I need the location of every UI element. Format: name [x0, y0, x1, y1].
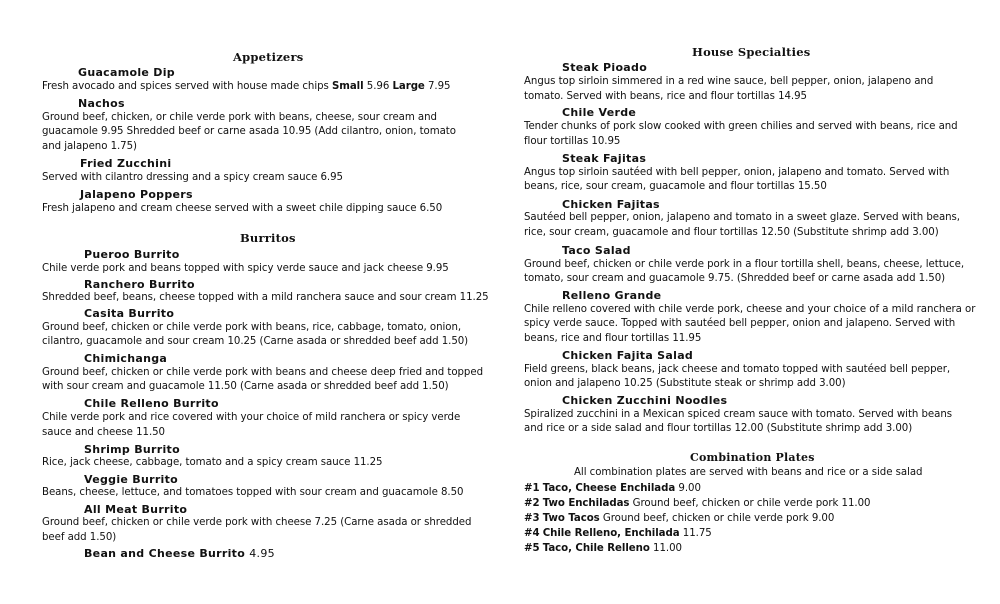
item-desc: Ground beef, chicken or chile verde pork with cheese 7.25 (Carne asada or shredded — [42, 517, 472, 528]
item-title: All Meat Burrito — [84, 503, 188, 516]
item-title: Veggie Burrito — [84, 473, 179, 486]
item-title: Steak Fajitas — [562, 152, 647, 165]
item-title: Chile Verde — [562, 106, 637, 119]
specialties-heading: House Specialties — [692, 45, 811, 59]
item-desc: Angus top sirloin sautéed with bell pepper, onion, jalapeno and tomato. Served with — [524, 167, 950, 178]
item-desc: Rice, jack cheese, cabbage, tomato and a spicy cream sauce 11.25 — [42, 457, 383, 468]
item-title: Casita Burrito — [84, 307, 175, 320]
combo-subheading: All combination plates are served with beans and rice or a side salad — [574, 467, 923, 478]
item-title: Chicken Fajitas — [562, 198, 660, 211]
appetizers-heading: Appetizers — [233, 50, 304, 64]
item-desc: Chile verde pork and beans topped with spicy verde sauce and jack cheese 9.95 — [42, 263, 449, 274]
item-title: Pueroo Burrito — [84, 248, 180, 261]
item-title: Ranchero Burrito — [84, 278, 195, 291]
item-desc: Spiralized zucchini in a Mexican spiced cream sauce with tomato. Served with beans — [524, 409, 952, 420]
item-desc: and jalapeno 1.75) — [42, 141, 137, 152]
item-desc: Field greens, black beans, jack cheese and tomato topped with sautéed bell pepper, — [524, 364, 951, 375]
combo-item: #1 Taco, Cheese Enchilada 9.00 — [524, 483, 701, 494]
item-desc: Tender chunks of pork slow cooked with green chilies and served with beans, rice and — [524, 121, 958, 132]
item-desc: Ground beef, chicken or chile verde pork in a flour tortilla shell, beans, cheese, lettuce, — [524, 259, 965, 270]
item-desc: beans, rice, sour cream, guacamole and flour tortillas 15.50 — [524, 181, 827, 192]
item-desc: sauce and cheese 11.50 — [42, 427, 165, 438]
item-desc: Chile relleno covered with chile verde pork, cheese and your choice of a mild ranchera or — [524, 304, 976, 315]
item-desc: Fresh jalapeno and cream cheese served with a sweet chile dipping sauce 6.50 — [42, 203, 443, 214]
item-title: Chicken Zucchini Noodles — [562, 394, 728, 407]
item-title: Taco Salad — [562, 244, 631, 257]
combo-item: #3 Two Tacos Ground beef, chicken or chile verde pork 9.00 — [524, 513, 835, 524]
item-desc: Ground beef, chicken or chile verde pork with beans and cheese deep fried and topped — [42, 367, 483, 378]
item-desc: Chile verde pork and rice covered with your choice of mild ranchera or spicy verde — [42, 412, 461, 423]
burritos-heading: Burritos — [240, 231, 296, 245]
item-title: Shrimp Burrito — [84, 443, 180, 456]
item-desc: Angus top sirloin simmered in a red wine sauce, bell pepper, onion, jalapeno and — [524, 76, 934, 87]
item-title: Steak Pioado — [562, 61, 648, 74]
item-desc: Beans, cheese, lettuce, and tomatoes topped with sour cream and guacamole 8.50 — [42, 487, 464, 498]
item-desc: Fresh avocado and spices served with house made chips Small 5.96 Large 7.95 — [42, 81, 451, 92]
item-title: Nachos — [78, 97, 125, 110]
item-desc: rice, sour cream, guacamole and flour tortillas 12.50 (Substitute shrimp add 3.00) — [524, 227, 939, 238]
item-title: Relleno Grande — [562, 289, 662, 302]
combo-item: #4 Chile Relleno, Enchilada 11.75 — [524, 528, 712, 539]
combo-item: #5 Taco, Chile Relleno 11.00 — [524, 543, 682, 554]
item-title: Bean and Cheese Burrito 4.95 — [84, 547, 275, 560]
combo-heading: Combination Plates — [690, 451, 815, 464]
item-title: Chimichanga — [84, 352, 168, 365]
item-desc: spicy verde sauce. Topped with sautéed bell pepper, onion and jalapeno. Served with — [524, 318, 956, 329]
item-desc: beans, rice and flour tortillas 11.95 — [524, 333, 702, 344]
item-desc: Sautéed bell pepper, onion, jalapeno and tomato in a sweet glaze. Served with beans, — [524, 212, 960, 223]
item-desc: onion and jalapeno 10.25 (Substitute steak or shrimp add 3.00) — [524, 378, 846, 389]
item-desc: Shredded beef, beans, cheese topped with a mild ranchera sauce and sour cream 11.25 — [42, 292, 489, 303]
combo-item: #2 Two Enchiladas Ground beef, chicken or chile verde pork 11.00 — [524, 498, 871, 509]
item-desc: beef add 1.50) — [42, 532, 117, 543]
item-title: Chile Relleno Burrito — [84, 397, 219, 410]
item-desc: tomato. Served with beans, rice and flour tortillas 14.95 — [524, 91, 807, 102]
item-desc: cilantro, guacamole and sour cream 10.25 (Carne asada or shredded beef add 1.50) — [42, 336, 469, 347]
item-title: Jalapeno Poppers — [80, 188, 193, 201]
item-desc: guacamole 9.95 Shredded beef or carne asada 10.95 (Add cilantro, onion, tomato — [42, 126, 456, 137]
item-desc: and rice or a side salad and flour tortillas 12.00 (Substitute shrimp add 3.00) — [524, 423, 913, 434]
item-desc: with sour cream and guacamole 11.50 (Carne asada or shredded beef add 1.50) — [42, 381, 449, 392]
item-title: Guacamole Dip — [78, 66, 175, 79]
item-desc: Served with cilantro dressing and a spicy cream sauce 6.95 — [42, 172, 343, 183]
item-desc: Ground beef, chicken or chile verde pork with beans, rice, cabbage, tomato, onion, — [42, 322, 462, 333]
item-desc: tomato, sour cream and guacamole 9.75. (Shredded beef or carne asada add 1.50) — [524, 273, 946, 284]
item-desc: flour tortillas 10.95 — [524, 136, 621, 147]
item-desc: Ground beef, chicken, or chile verde pork with beans, cheese, sour cream and — [42, 112, 437, 123]
item-title: Chicken Fajita Salad — [562, 349, 694, 362]
item-title: Fried Zucchini — [80, 157, 172, 170]
